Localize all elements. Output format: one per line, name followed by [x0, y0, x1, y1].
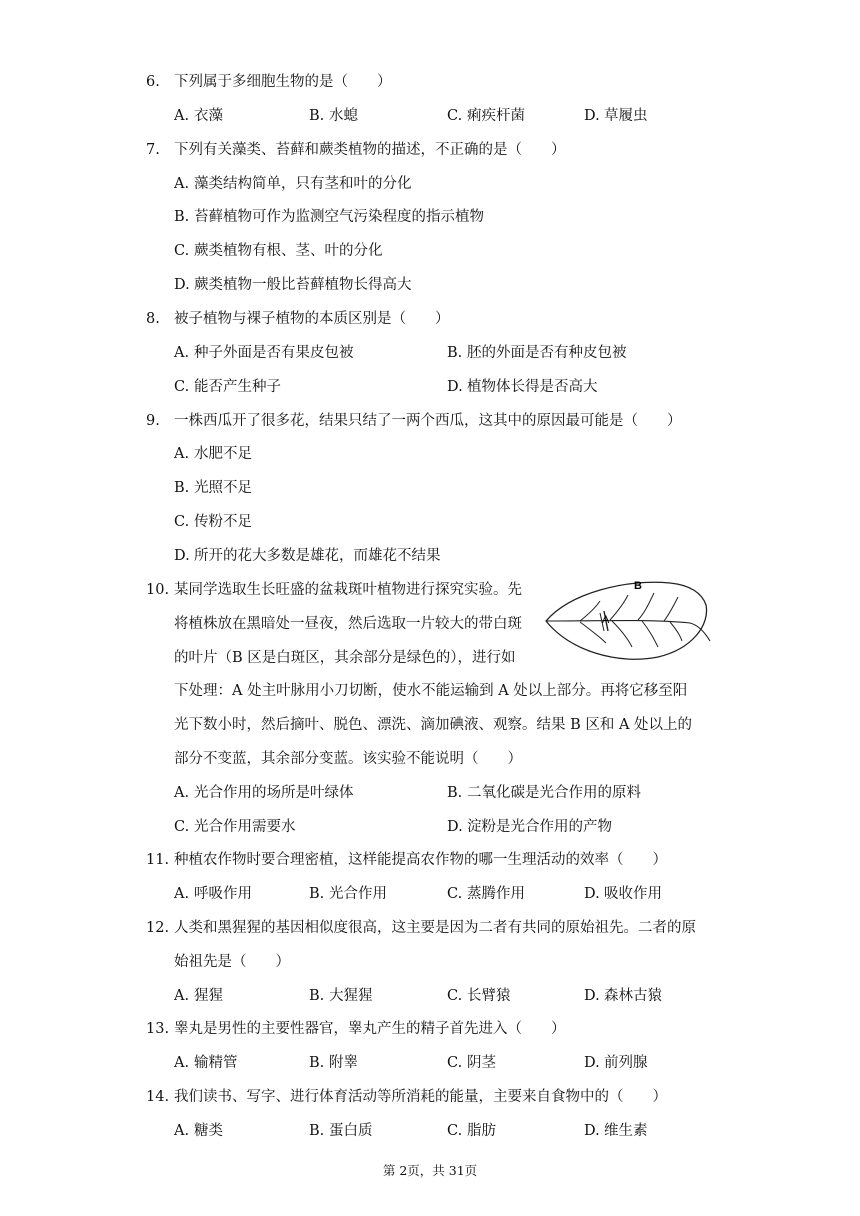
option-text: 长臂猿	[467, 988, 511, 1004]
leaf-figure	[540, 575, 712, 667]
q9-option-b	[174, 478, 252, 498]
q9-option-a	[174, 444, 252, 464]
question-number: 14.	[146, 1089, 170, 1105]
question-7-stem	[146, 140, 566, 160]
option-text: 衣藻	[194, 108, 223, 124]
q9-option-c	[174, 512, 252, 532]
option-label: D.	[174, 548, 190, 564]
option-label: D.	[584, 886, 600, 902]
leaf-vein	[670, 622, 682, 641]
q8-option-d	[447, 377, 598, 397]
question-6-stem	[146, 72, 392, 92]
q8-option-b	[447, 343, 627, 363]
option-label: A.	[174, 1055, 190, 1071]
q14-option-b	[309, 1121, 373, 1141]
option-label: C.	[447, 988, 463, 1004]
option-label: D.	[584, 988, 600, 1004]
question-text: 种植农作物时要合理密植，这样能提高农作物的哪一生理活动的效率（ ）	[174, 852, 667, 868]
option-text: 水螅	[329, 108, 358, 124]
question-12-line-2: 始祖先是（ ）	[174, 954, 290, 970]
option-text: 大猩猩	[329, 988, 373, 1004]
q14-option-a	[174, 1121, 223, 1141]
question-10-line-4: 下处理：A 处主叶脉用小刀切断，使水不能运输到 A 处以上部分。再将它移至阳	[174, 683, 688, 699]
option-label: A.	[174, 446, 190, 462]
leaf-vein	[638, 593, 654, 620]
option-label: B.	[309, 988, 325, 1004]
option-label: C.	[174, 514, 190, 530]
q13-option-b	[309, 1053, 358, 1073]
option-label: B.	[309, 108, 325, 124]
figure-label-a: A	[602, 614, 610, 626]
page-footer: 第 2页，共 31页	[382, 1163, 478, 1178]
option-label: D.	[584, 1123, 600, 1139]
q13-option-d	[584, 1053, 648, 1073]
option-label: D.	[584, 1055, 600, 1071]
option-text: 淀粉是光合作用的产物	[467, 819, 612, 835]
question-10-stem	[146, 580, 522, 600]
question-number: 7.	[146, 142, 160, 158]
option-text: 能否产生种子	[194, 379, 281, 395]
option-text: 胚的外面是否有种皮包被	[467, 345, 627, 361]
q6-option-c	[447, 106, 525, 126]
option-label: A.	[174, 1123, 190, 1139]
q7-option-a	[174, 174, 412, 194]
option-text: 苔藓植物可作为监测空气污染程度的指示植物	[194, 209, 484, 225]
option-label: A.	[174, 886, 190, 902]
option-text: 维生素	[604, 1123, 648, 1139]
q11-option-c	[447, 884, 525, 904]
option-label: B.	[174, 480, 190, 496]
q11-option-b	[309, 884, 387, 904]
q7-option-d	[174, 275, 412, 295]
option-text: 阴茎	[467, 1055, 496, 1071]
figure-label-b: B	[634, 580, 642, 592]
option-text: 二氧化碳是光合作用的原料	[467, 785, 641, 801]
q11-option-d	[584, 884, 662, 904]
q8-option-c	[174, 377, 281, 397]
option-label: D.	[447, 379, 463, 395]
option-label: C.	[174, 819, 190, 835]
question-11-stem	[146, 850, 667, 870]
q8-option-a	[174, 343, 354, 363]
question-text: 被子植物与裸子植物的本质区别是（ ）	[174, 311, 450, 327]
option-text: 蛋白质	[329, 1123, 373, 1139]
q14-option-d	[584, 1121, 648, 1141]
option-label: A.	[174, 988, 190, 1004]
q13-option-c	[447, 1053, 496, 1073]
question-number: 11.	[146, 852, 170, 868]
option-text: 光合作用需要水	[194, 819, 296, 835]
q11-option-a	[174, 884, 252, 904]
option-text: 猩猩	[194, 988, 223, 1004]
q7-option-b	[174, 207, 484, 227]
question-9-stem	[146, 411, 682, 431]
option-text: 呼吸作用	[194, 886, 252, 902]
question-number: 6.	[146, 74, 160, 90]
question-text: 下列有关藻类、苔藓和蕨类植物的描述，不正确的是（ ）	[174, 142, 566, 158]
q6-option-b	[309, 106, 358, 126]
question-13-stem	[146, 1019, 566, 1039]
option-label: A.	[174, 176, 190, 192]
q12-option-b	[309, 986, 373, 1006]
option-label: C.	[447, 1055, 463, 1071]
leaf-vein	[580, 601, 600, 621]
question-10-line-2: 将植株放在黑暗处一昼夜，然后选取一片较大的带白斑	[174, 616, 522, 632]
question-number: 10.	[146, 582, 170, 598]
option-text: 草履虫	[604, 108, 648, 124]
q10-option-d	[447, 817, 612, 837]
option-label: B.	[174, 209, 190, 225]
option-text: 传粉不足	[194, 514, 252, 530]
question-10-line-3: 的叶片（B 区是白斑区，其余部分是绿色的），进行如	[174, 650, 516, 666]
option-label: B.	[447, 345, 463, 361]
option-label: C.	[174, 243, 190, 259]
q9-option-d	[174, 546, 441, 566]
q13-option-a	[174, 1053, 238, 1073]
leaf-vein	[612, 621, 632, 647]
question-10-line-5: 光下数小时，然后摘叶、脱色、漂洗、滴加碘液、观察。结果 B 区和 A 处以上的	[174, 717, 693, 733]
question-number: 8.	[146, 311, 160, 327]
option-label: B.	[309, 1055, 325, 1071]
option-label: A.	[174, 108, 190, 124]
question-text: 我们读书、写字、进行体育活动等所消耗的能量，主要来自食物中的（ ）	[174, 1089, 667, 1105]
leaf-vein	[610, 595, 628, 620]
q10-option-c	[174, 817, 296, 837]
option-text: 水肥不足	[194, 446, 252, 462]
option-label: C.	[447, 108, 463, 124]
question-number: 12.	[146, 920, 170, 936]
q12-option-d	[584, 986, 662, 1006]
leaf-midrib	[546, 621, 710, 642]
question-12-stem	[146, 918, 696, 938]
option-text: 糖类	[194, 1123, 223, 1139]
option-text: 光照不足	[194, 480, 252, 496]
option-text: 种子外面是否有果皮包被	[194, 345, 354, 361]
option-text: 前列腺	[604, 1055, 648, 1071]
question-text: 人类和黑猩猩的基因相似度很高，这主要是因为二者有共同的原始祖先。二者的原	[174, 920, 696, 936]
leaf-vein	[664, 597, 678, 621]
q6-option-a	[174, 106, 223, 126]
option-text: 蕨类植物一般比苔藓植物长得高大	[194, 277, 412, 293]
option-label: C.	[447, 1123, 463, 1139]
option-label: C.	[174, 379, 190, 395]
option-text: 蕨类植物有根、茎、叶的分化	[194, 243, 383, 259]
q6-option-d	[584, 106, 648, 126]
option-text: 痢疾杆菌	[467, 108, 525, 124]
q10-option-b	[447, 783, 641, 803]
question-number: 13.	[146, 1021, 170, 1037]
option-text: 植物体长得是否高大	[467, 379, 598, 395]
q12-option-a	[174, 986, 223, 1006]
question-14-stem	[146, 1087, 667, 1107]
q10-option-a	[174, 783, 354, 803]
option-text: 光合作用	[329, 886, 387, 902]
option-label: D.	[584, 108, 600, 124]
option-label: B.	[447, 785, 463, 801]
option-text: 输精管	[194, 1055, 238, 1071]
option-text: 脂肪	[467, 1123, 496, 1139]
question-text: 下列属于多细胞生物的是（ ）	[174, 74, 392, 90]
leaf-vein	[642, 621, 658, 647]
question-10-line-6: 部分不变蓝，其余部分变蓝。该实验不能说明（ ）	[174, 751, 522, 767]
option-text: 所开的花大多数是雄花，而雄花不结果	[194, 548, 441, 564]
option-label: B.	[309, 886, 325, 902]
q14-option-c	[447, 1121, 496, 1141]
question-number: 9.	[146, 413, 160, 429]
question-text: 睾丸是男性的主要性器官，睾丸产生的精子首先进入（ ）	[174, 1021, 566, 1037]
question-text: 一株西瓜开了很多花，结果只结了一两个西瓜，这其中的原因最可能是（ ）	[174, 413, 682, 429]
option-label: D.	[447, 819, 463, 835]
q12-option-c	[447, 986, 511, 1006]
option-text: 吸收作用	[604, 886, 662, 902]
question-text: 某同学选取生长旺盛的盆栽斑叶植物进行探究实验。先	[174, 582, 522, 598]
option-label: A.	[174, 345, 190, 361]
option-label: A.	[174, 785, 190, 801]
option-label: D.	[174, 277, 190, 293]
q7-option-c	[174, 241, 383, 261]
option-text: 附睾	[329, 1055, 358, 1071]
option-text: 光合作用的场所是叶绿体	[194, 785, 354, 801]
option-label: B.	[309, 1123, 325, 1139]
option-label: C.	[447, 886, 463, 902]
question-8-stem	[146, 309, 450, 329]
option-text: 蒸腾作用	[467, 886, 525, 902]
option-text: 藻类结构简单，只有茎和叶的分化	[194, 176, 412, 192]
option-text: 森林古猿	[604, 988, 662, 1004]
